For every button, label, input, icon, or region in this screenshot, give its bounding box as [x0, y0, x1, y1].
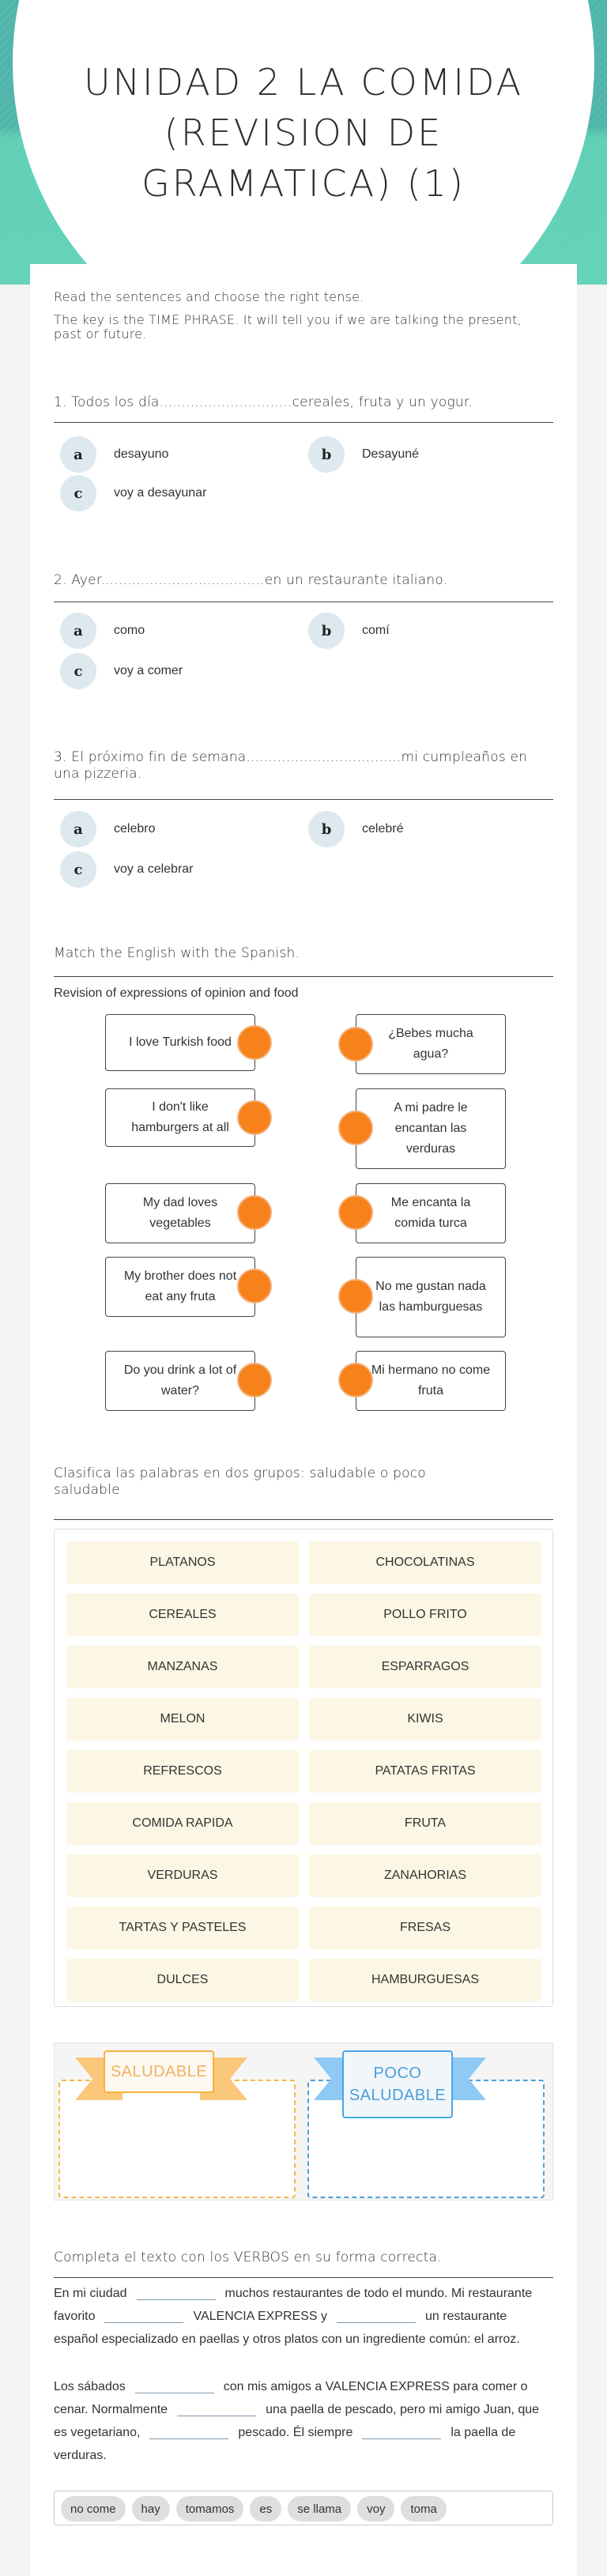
classify-chip[interactable]: FRUTA	[309, 1802, 541, 1845]
classify-heading: Clasifica las palabras en dos grupos: saludable o poco saludable	[54, 1465, 426, 1498]
matching-heading: Match the English with the Spanish.	[54, 945, 300, 961]
match-right-item[interactable]: ¿Bebes mucha agua?	[356, 1014, 506, 1074]
divider	[54, 1519, 553, 1520]
matching-subtitle: Revision of expressions of opinion and food	[54, 986, 299, 1000]
worksheet-card	[30, 264, 577, 2576]
option-label: Desayuné	[362, 447, 420, 461]
divider	[54, 2277, 553, 2278]
option-label: como	[114, 624, 145, 637]
match-right-item[interactable]: Me encanta la comida turca	[356, 1183, 506, 1243]
match-connector-dot[interactable]	[237, 1269, 272, 1303]
classify-chip[interactable]: POLLO FRITO	[309, 1593, 541, 1636]
match-right-item[interactable]: No me gustan nada las hamburguesas	[356, 1257, 506, 1337]
cloze-heading: Completa el texto con los VERBOS en su forma correcta.	[54, 2250, 442, 2265]
option-label: voy a desayunar	[114, 486, 207, 500]
classify-chip[interactable]: COMIDA RAPIDA	[66, 1802, 299, 1845]
classify-chip[interactable]: VERDURAS	[66, 1854, 299, 1897]
classify-chip[interactable]: PLATANOS	[66, 1541, 299, 1584]
divider	[54, 422, 553, 423]
word-chip[interactable]: no come	[61, 2496, 126, 2521]
classify-chip[interactable]: MANZANAS	[66, 1646, 299, 1688]
question-3-option-c[interactable]	[60, 851, 194, 888]
match-connector-dot[interactable]	[237, 1195, 272, 1230]
blank-input[interactable]	[137, 2286, 216, 2300]
blank-input[interactable]	[149, 2425, 228, 2439]
match-left-item[interactable]: My dad loves vegetables	[105, 1183, 255, 1243]
text: Los sábados	[54, 2380, 126, 2393]
word-chip[interactable]: voy	[357, 2496, 394, 2521]
question-2-prompt: 2. Ayer.....................................en un restaurante italiano.	[54, 572, 448, 588]
option-label: voy a celebrar	[114, 862, 194, 876]
match-connector-dot[interactable]	[237, 1025, 272, 1060]
option-letter-badge: a	[60, 811, 96, 847]
match-connector-dot[interactable]	[338, 1027, 373, 1062]
classify-chip[interactable]: DULCES	[66, 1959, 299, 2001]
match-right-item[interactable]: Mi hermano no come fruta	[356, 1351, 506, 1411]
question-2-option-b[interactable]	[308, 613, 390, 649]
word-chip[interactable]: toma	[401, 2496, 446, 2521]
match-connector-dot[interactable]	[338, 1279, 373, 1314]
option-label: comí	[362, 624, 390, 637]
match-left-item[interactable]: I don't like hamburgers at all	[105, 1088, 255, 1147]
question-1-prompt: 1. Todos los día..............................cereales, fruta y un yogur.	[54, 394, 473, 410]
option-label: desayuno	[114, 447, 169, 461]
blank-input[interactable]	[135, 2379, 214, 2393]
word-chip[interactable]: es	[250, 2496, 281, 2521]
match-left-item[interactable]: Do you drink a lot of water?	[105, 1351, 255, 1411]
option-letter-badge: c	[60, 475, 96, 511]
option-letter-badge: a	[60, 436, 96, 473]
match-connector-dot[interactable]	[338, 1363, 373, 1397]
question-3-option-a[interactable]	[60, 811, 155, 847]
cloze-paragraph-1	[54, 2282, 553, 2351]
blank-input[interactable]	[104, 2309, 183, 2323]
option-label: celebré	[362, 822, 404, 835]
option-letter-badge: c	[60, 851, 96, 888]
option-label: celebro	[114, 822, 156, 835]
option-letter-badge: b	[308, 436, 345, 473]
text: pescado. Él siempre	[238, 2426, 353, 2439]
match-left-item[interactable]: My brother does not eat any fruta	[105, 1257, 255, 1317]
text: con mis amigos a VALENCIA EXPRESS para comer o cenar. Normalmente	[54, 2380, 528, 2416]
text: VALENCIA EXPRESS y	[193, 2310, 328, 2323]
option-label: voy a comer	[114, 664, 183, 677]
blank-input[interactable]	[337, 2309, 416, 2323]
blank-input[interactable]	[177, 2402, 256, 2416]
question-3-option-b[interactable]	[308, 811, 403, 847]
intro-line-1: Read the sentences and choose the right tense.	[54, 289, 364, 304]
classify-chip[interactable]: PATATAS FRITAS	[309, 1750, 541, 1793]
classify-chip[interactable]: KIWIS	[309, 1698, 541, 1741]
match-left-item[interactable]: I love Turkish food	[105, 1014, 255, 1071]
header-banner	[0, 0, 607, 285]
classify-chip[interactable]: CEREALES	[66, 1593, 299, 1636]
match-right-item[interactable]: A mi padre le encantan las verduras	[356, 1088, 506, 1169]
classify-chip[interactable]: CHOCOLATINAS	[309, 1541, 541, 1584]
match-connector-dot[interactable]	[237, 1100, 272, 1135]
blank-input[interactable]	[362, 2425, 441, 2439]
question-2-option-c[interactable]	[60, 653, 183, 689]
word-bank	[54, 2491, 553, 2525]
question-1-option-b[interactable]	[308, 436, 419, 473]
classify-items-container	[54, 1529, 553, 2007]
text: muchos restaurantes de todo el mundo. Mi restaurante favorito	[54, 2287, 533, 2323]
question-1-option-c[interactable]	[60, 475, 206, 511]
group-label-poco-saludable: POCO SALUDABLE	[342, 2050, 453, 2118]
question-1-option-a[interactable]	[60, 436, 168, 473]
classify-chip[interactable]: HAMBURGUESAS	[309, 1959, 541, 2001]
match-connector-dot[interactable]	[338, 1111, 373, 1145]
group-label-saludable: SALUDABLE	[104, 2050, 214, 2093]
question-2-option-a[interactable]	[60, 613, 145, 649]
option-letter-badge: c	[60, 653, 96, 689]
word-chip[interactable]: hay	[132, 2496, 170, 2521]
text: una paella de pescado, pero mi amigo Juan, que es vegetariano,	[54, 2403, 540, 2439]
word-chip[interactable]: se llama	[288, 2496, 351, 2521]
classify-chip[interactable]: ZANAHORIAS	[309, 1854, 541, 1897]
word-chip[interactable]: tomamos	[176, 2496, 244, 2521]
match-connector-dot[interactable]	[237, 1363, 272, 1397]
intro-line-2: The key is the TIME PHRASE. It will tell you if we are talking the present, past or future.	[54, 312, 522, 341]
match-connector-dot[interactable]	[338, 1195, 373, 1230]
option-letter-badge: b	[308, 811, 345, 847]
text: un restaurante español especializado en paellas y otros platos con un ingrediente común: el arroz.	[54, 2310, 520, 2346]
cloze-paragraph-2	[54, 2375, 553, 2467]
classify-chip[interactable]: MELON	[66, 1698, 299, 1741]
text: la paella de verduras.	[54, 2426, 516, 2462]
classify-chip[interactable]: ESPARRAGOS	[309, 1646, 541, 1688]
option-letter-badge: b	[308, 613, 345, 649]
classify-chip[interactable]: FRESAS	[309, 1907, 541, 1949]
classify-chip[interactable]: TARTAS Y PASTELES	[66, 1907, 299, 1949]
option-letter-badge: a	[60, 613, 96, 649]
question-3-prompt: 3. El próximo fin de semana...................................mi cumpleaños en una pizzeria.	[54, 749, 528, 782]
classify-chip[interactable]: REFRESCOS	[66, 1750, 299, 1793]
divider	[54, 976, 553, 977]
classify-drop-area	[54, 2042, 553, 2201]
page-title: UNIDAD 2 LA COMIDA (REVISION DE GRAMATICA) (1)	[83, 61, 524, 205]
divider	[54, 799, 553, 800]
text: En mi ciudad	[54, 2287, 127, 2300]
